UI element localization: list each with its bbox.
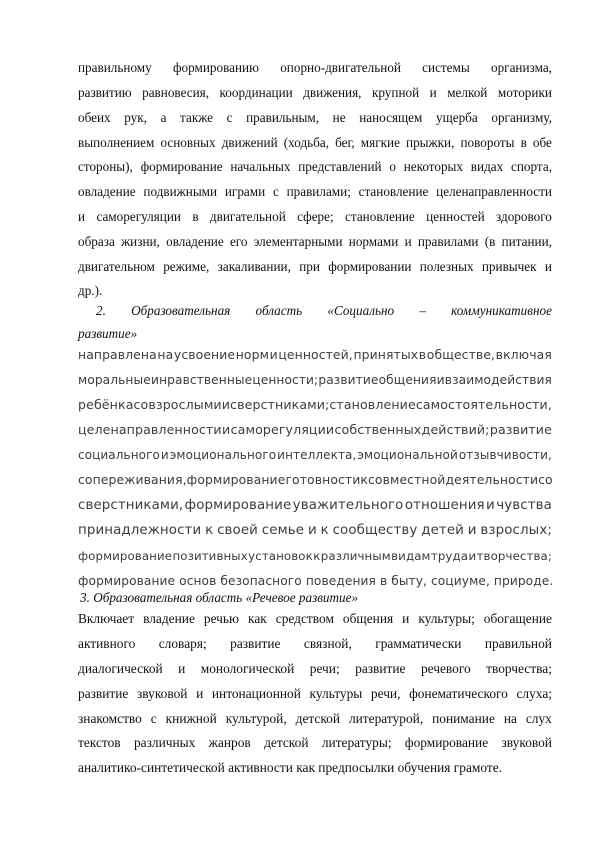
paragraph-line: и саморегуляции в двигательной сфере; становление ценностей здорового <box>78 209 552 224</box>
paragraph-line: формирование позитивных установок к различным видам труда и творчества; <box>78 549 552 563</box>
section-heading: развитие» <box>78 326 138 341</box>
paragraph-line: социального и эмоционального интеллекта, эмоциональной отзывчивости, <box>78 448 552 462</box>
paragraph-line: выполнением основных движений (ходьба, бег, мягкие прыжки, повороты в обе <box>78 135 552 150</box>
paragraph-line: формирование основ безопасного поведения в быту, социуме, природе. <box>78 574 554 588</box>
paragraph-line: развитие звуковой и интонационной культуры речи, фонематического слуха; <box>78 686 552 701</box>
section-heading: 2. Образовательная область «Социально – коммуникативное <box>96 303 552 318</box>
section-heading: 3. Образовательная область «Речевое развитие» <box>80 590 359 605</box>
paragraph-line: двигательном режиме, закаливании, при формировании полезных привычек и <box>78 259 552 274</box>
paragraph-line: диалогической и монологической речи; развитие речевого творчества; <box>78 661 552 676</box>
paragraph-line: сопереживания, формирование готовности к совместной деятельности со <box>78 472 553 487</box>
paragraph-line: развитию равновесия, координации движения, крупной и мелкой моторики <box>78 85 552 100</box>
paragraph-line: Включает владение речью как средством общения и культуры; обогащение <box>78 611 552 626</box>
paragraph-line: знакомство с книжной культурой, детской литературой, понимание на слух <box>78 711 552 726</box>
paragraph-line: активного словаря; развитие связной, грамматически правильной <box>78 636 552 651</box>
paragraph-line: обеих рук, а также с правильным, не наносящем ущерба организму, <box>78 110 552 125</box>
paragraph-line: сверстниками, формирование уважительного отношения и чувства <box>78 498 552 513</box>
paragraph-line: целенаправленности и саморегуляции собственных действий; развитие <box>78 422 552 437</box>
paragraph-line: текстов различных жанров детской литературы; формирование звуковой <box>78 735 552 750</box>
paragraph-line: овладение подвижными играми с правилами; становление целенаправленности <box>78 184 552 199</box>
paragraph-line: стороны), формирование начальных представлений о некоторых видах спорта, <box>78 159 552 174</box>
paragraph-line: образа жизни, овладение его элементарными нормами и правилами (в питании, <box>78 234 552 249</box>
paragraph-line: принадлежности к своей семье и к сообществу детей и взрослых; <box>78 523 552 538</box>
paragraph-line: направлена на усвоение норм и ценностей, принятых в обществе, включая <box>78 347 552 362</box>
paragraph-line: ребёнка со взрослыми и сверстниками; становление самостоятельности, <box>78 397 552 412</box>
paragraph-line: аналитико-синтетической активности как предпосылки обучения грамоте. <box>78 760 503 775</box>
paragraph-line: моральные и нравственные ценности; развитие общения и взаимодействия <box>78 373 552 387</box>
paragraph-line: др.). <box>78 283 103 298</box>
paragraph-line: правильному формированию опорно-двигательной системы организма, <box>78 60 552 75</box>
